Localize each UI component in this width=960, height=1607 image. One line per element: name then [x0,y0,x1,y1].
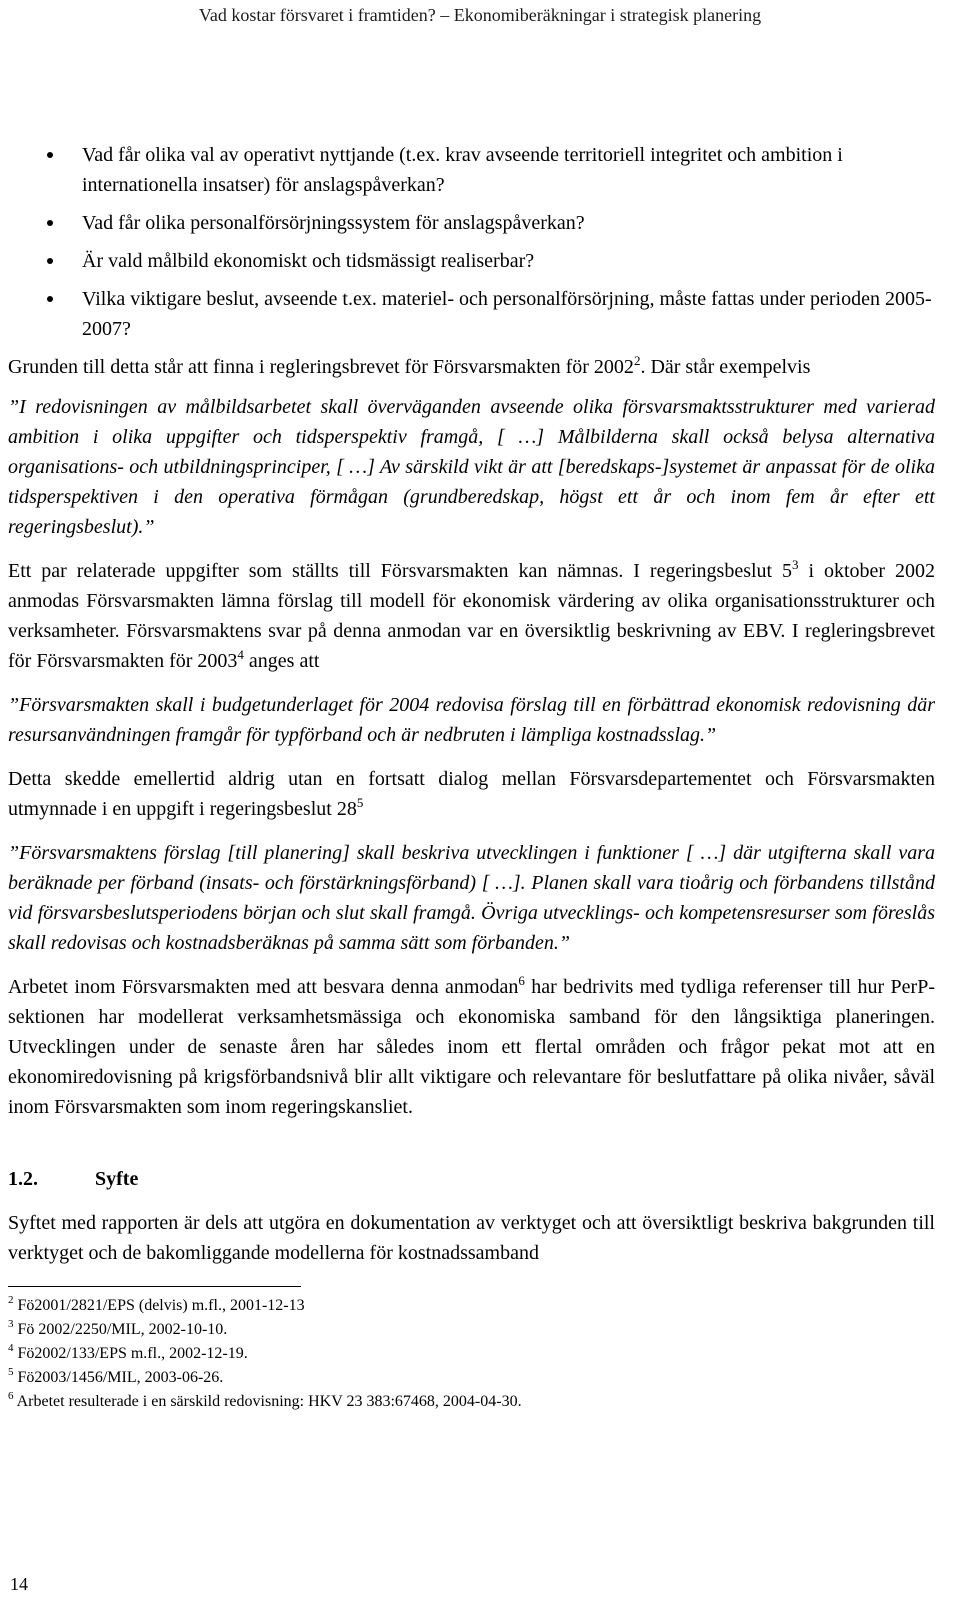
footnotes [8,1295,935,1413]
section-heading [8,1164,935,1194]
paragraph-grunden: Grunden till detta står att finna i regleringsbrevet för Försvarsmakten för 2002$^2$. Där står exempelvis [8,353,811,378]
footnote-ref[interactable]: 6 [518,973,525,988]
bullet-list [8,140,935,344]
bullet-icon [47,220,53,226]
footnote: $^4$ Fö2002/133/EPS m.fl., 2002-12-19. [8,1342,248,1362]
bullet-icon [47,258,53,264]
bullet-icon [47,152,53,158]
paragraph-syfte: Syftet med rapporten är dels att utgöra en dokumentation av verktyget och att översiktligt beskriva bakgrunden till verktyget och de bakomliggande modellerna för kostnadssamband [8,1212,935,1264]
section-title: Syfte [95,1168,139,1190]
section-number: 1.2. [8,1168,38,1190]
paragraph-dialog: Detta skedde emellertid aldrig utan en fortsatt dialog mellan Försvarsdepartementet och Försvarsmakten utmynnade i en uppgift i regeringsbeslut $28^5$ [8,768,935,820]
list-item: Är vald målbild ekonomiskt och tidsmässigt realiserbar? [8,246,935,276]
list-item: Vad får olika val av operativt nyttjande (t.ex. krav avseende territoriell integritet och ambition i internationella insatser) för anslagspåverkan? [8,140,935,200]
footnote: $^2$ Fö2001/2821/EPS (delvis) m.fl., 2001-12-13 [8,1294,305,1314]
footnote: $^3$ Fö 2002/2250/MIL, 2002-10-10. [8,1318,228,1338]
footnote: $^5$ Fö2003/1456/MIL, 2003-06-26. [8,1366,224,1386]
footnote: $^6$ Arbetet resulterade i en särskild redovisning: HKV 23 383:67468, 2004-04-30. [8,1390,522,1410]
list-item: Vad får olika personalförsörjningssystem för anslagspåverkan? [8,208,935,238]
running-header: Vad kostar försvaret i framtiden? – Ekonomiberäkningar i strategisk planering [198,5,762,25]
footnote-ref[interactable]: 3 [792,557,799,572]
page-number: 14 [10,1574,28,1594]
quote-block: ”I redovisningen av målbildsarbetet skall överväganden avseende olika försvarsmaktsstrukturer med varierad ambition i olika uppgifter och tidsperspektiv framgå, [ …] Målbilderna skall också belysa alternativa organisations- och utbildningsprinciper, [ …] Av särskild vikt är att [beredskaps-]systemet är anpassat för de olika tidsperspektiven i den operativa förmågan (grundberedskap, högst ett år och inom fem år efter ett regeringsbeslut).” [8,396,935,538]
quote-block: ”Försvarsmaktens förslag [till planering] skall beskriva utvecklingen i funktioner [ …] där utgifterna skall vara beräknade per förband (insats- och förstärkningsförband) [ …]. Planen skall vara tioårig och förbandens tillstånd vid försvarsbeslutsperiodens början och slut skall framgå. Övriga utvecklings- och kompetensresurser som föreslås skall redovisas och kostnadsberäknas på samma sätt som förbanden.” [8,842,935,954]
footnote-divider [8,1286,301,1287]
footnote-ref[interactable]: 4 [237,647,244,662]
footnote-ref[interactable]: 5 [356,795,364,810]
bullet-icon [47,296,53,302]
footnote-ref[interactable]: 2 [633,353,641,368]
paragraph-uppgifter: Ett par relaterade uppgifter som ställts till Försvarsmakten kan nämnas. I regeringsbeslut $5^3$ i oktober 2002 anmodas Försvarsmakten lämna förslag till modell för ekonomisk värdering av olika organisationsstrukturer och verksamheter. Försvarsmaktens svar på denna anmodan var en översiktlig beskrivning av EBV. I regleringsbrevet för Försvarsmakten för 2003$^4$ anges att [8,557,935,672]
quote-block: ”Försvarsmakten skall i budgetunderlaget för 2004 redovisa förslag till en förbättrad ekonomisk redovisning där resursanvändningen framgår för typförband och är nedbruten i lämpliga kostnadsslag.” [8,694,935,746]
document-body [8,140,935,1415]
list-item: Vilka viktigare beslut, avseende t.ex. materiel- och personalförsörjning, måste fattas under perioden 2005-2007? [8,284,935,344]
paragraph-arbetet: Arbetet inom Försvarsmakten med att besvara denna anmodan$^6$ har bedrivits med tydliga referenser till hur PerP-sektionen har modellerat verksamhetsmässiga och ekonomiska samband för den långsiktiga planeringen. Utvecklingen under de senaste åren har således inom ett flertal områden och frågor pekat mot att en ekonomiredovisning på krigsförbandsnivå blir allt viktigare och relevantare för beslutfattare på olika nivåer, såväl inom Försvarsmakten som inom regeringskansliet. [8,973,935,1118]
